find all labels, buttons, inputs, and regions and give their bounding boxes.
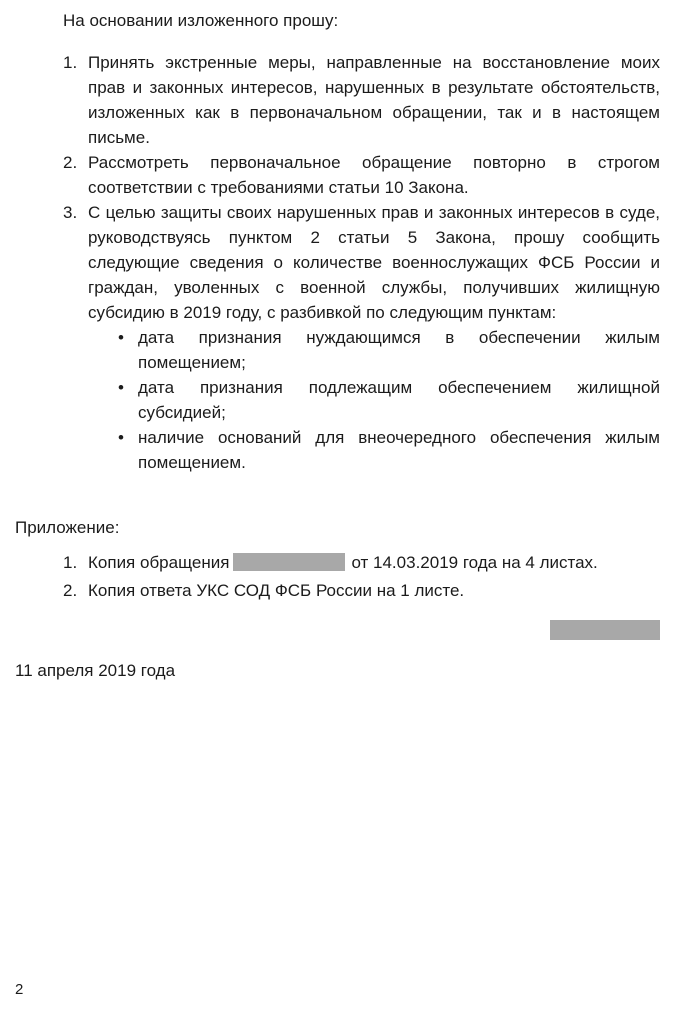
bullet-text: наличие оснований для внеочередного обеспечения жилым помещением. xyxy=(138,428,660,472)
list-item xyxy=(63,578,660,603)
attachment-text-after: от 14.03.2019 года на 4 листах. xyxy=(351,553,598,572)
list-item xyxy=(118,325,660,375)
intro-paragraph: На основании изложенного прошу: xyxy=(63,11,339,30)
list-item xyxy=(63,50,660,150)
item-number: 3. xyxy=(63,203,78,222)
signature-redaction-box xyxy=(550,620,660,640)
list-item xyxy=(118,425,660,475)
list-item xyxy=(63,550,660,575)
item-text xyxy=(88,200,660,475)
item-number: 1. xyxy=(63,553,78,572)
document-date: 11 апреля 2019 года xyxy=(15,661,176,680)
bullet-icon: • xyxy=(118,378,124,397)
attachment-text-before: Копия обращения xyxy=(88,553,230,572)
bullet-icon: • xyxy=(118,428,124,447)
attachments-list xyxy=(63,550,660,603)
item-text: Принять экстренные меры, направленные на восстановление моих прав и законных интересов, нарушенных в результате обстоятельств, изложенных как в первоначальном обращении, так и в настоящем письме. xyxy=(88,53,660,147)
bullet-text: дата признания подлежащим обеспечением жилищной субсидией; xyxy=(138,378,660,422)
attachments-heading: Приложение: xyxy=(15,518,120,537)
redaction-box xyxy=(233,553,345,571)
bullet-icon: • xyxy=(118,328,124,347)
list-item xyxy=(63,200,660,475)
item-number: 2. xyxy=(63,581,78,600)
item-text: Рассмотреть первоначальное обращение повторно в строгом соответствии с требованиями статьи 10 Закона. xyxy=(88,153,660,197)
item-number: 1. xyxy=(63,53,78,72)
item-text-lead: С целью защиты своих нарушенных прав и законных интересов в суде, руководствуясь пунктом 2 статьи 5 Закона, прошу сообщить следующие сведения о количестве военнослужащих ФСБ России и граждан, уволенных с военной службы, получивших жилищную субсидию в 2019 году, с разбивкой по следующим пунктам: xyxy=(88,203,660,322)
item-text xyxy=(88,550,660,575)
page-number: 2 xyxy=(15,981,24,998)
bullet-text: дата признания нуждающимся в обеспечении жилым помещением; xyxy=(138,328,660,372)
requests-list xyxy=(63,50,660,475)
item-number: 2. xyxy=(63,153,78,172)
item-text: Копия ответа УКС СОД ФСБ России на 1 листе. xyxy=(88,581,465,600)
list-item xyxy=(118,375,660,425)
sub-bullet-list xyxy=(118,325,660,475)
list-item xyxy=(63,150,660,200)
